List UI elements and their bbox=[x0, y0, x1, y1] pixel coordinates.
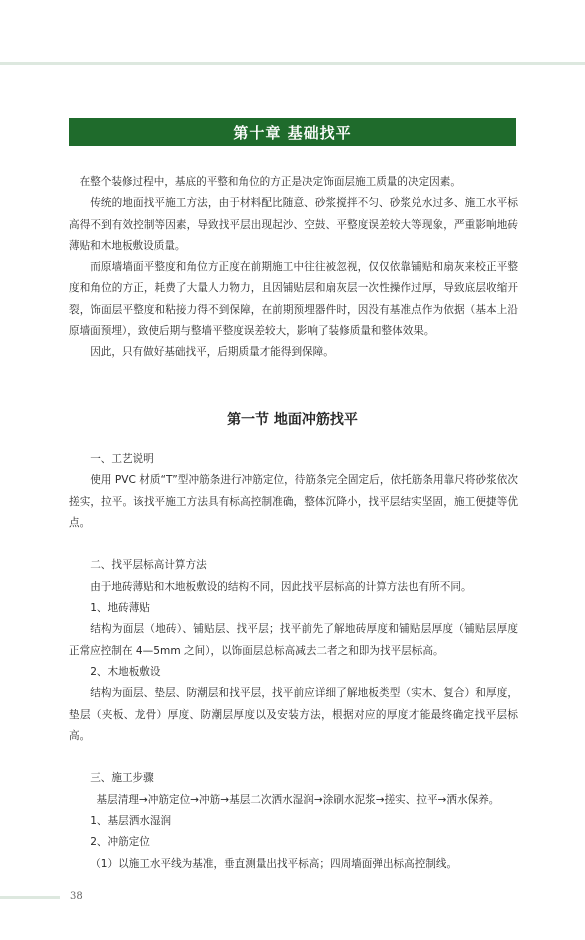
list-item-heading: 1、基层洒水湿润 bbox=[90, 815, 172, 828]
list-item-heading: 1、地砖薄贴 bbox=[90, 602, 150, 615]
subsection-heading: 二、找平层标高计算方法 bbox=[90, 559, 207, 572]
paragraph: 基层清理→冲筋定位→冲筋→基层二次洒水湿润→涂刷水泥浆→搓实、拉平→洒水保养。 bbox=[96, 793, 500, 806]
section-body bbox=[69, 449, 518, 875]
paragraph: 使用 PVC 材质“T”型冲筋条进行冲筋定位，待筋条完全固定后，依托筋条用靠尺将砂浆依次搓实，拉平。该找平施工方法具有标高控制准确，整体沉降小，找平层结实坚固，施工便捷等优点。 bbox=[69, 474, 518, 529]
intro-block bbox=[69, 172, 518, 364]
section-title: 第一节 地面冲筋找平 bbox=[227, 412, 358, 428]
footer-rule bbox=[0, 896, 60, 899]
paragraph: 由于地砖薄贴和木地板敷设的结构不同，因此找平层标高的计算方法也有所不同。 bbox=[90, 580, 472, 593]
chapter-title-banner bbox=[69, 118, 516, 146]
intro-paragraph: 在整个装修过程中，基底的平整和角位的方正是决定饰面层施工质量的决定因素。 bbox=[79, 176, 461, 188]
intro-paragraph: 而原墙墙面平整度和角位方正度在前期施工中往往被忽视，仅仅依靠铺贴和扇灰来校正平整度和角位的方正，耗费了大量人力物力，且因铺贴层和扇灰层一次性操作过厚，导致底层收缩开裂，饰面层平整度和粘接力得不到保障，在前期预埋器件时，因没有基准点作为依据（基本上沿原墙面预埋），致使后期与整墙平整度误差较大，影响了装修质量和整体效果。 bbox=[69, 261, 518, 338]
paragraph: 结构为面层（地砖）、铺贴层、找平层；找平前先了解地砖厚度和铺贴层厚度（铺贴层厚度正常应控制在 4—5mm 之间），以饰面层总标高减去二者之和即为找平层标高。 bbox=[69, 623, 518, 657]
list-item-heading: 2、冲筋定位 bbox=[90, 836, 150, 849]
header-rule bbox=[0, 62, 585, 65]
intro-paragraph: 传统的地面找平施工方法，由于材料配比随意、砂浆搅拌不匀、砂浆兑水过多、施工水平标高得不到有效控制等因素，导致找平层出现起沙、空鼓、平整度误差较大等现象，严重影响地砖薄贴和木地板敷设质量。 bbox=[69, 197, 518, 252]
list-item-heading: 2、木地板敷设 bbox=[90, 665, 161, 678]
subsection-heading: 三、施工步骤 bbox=[90, 772, 154, 785]
paragraph: 结构为面层、垫层、防潮层和找平层，找平前应详细了解地板类型（实木、复合）和厚度，垫层（夹板、龙骨）厚度、防潮层厚度以及安装方法，根据对应的厚度才能最终确定找平层标高。 bbox=[69, 687, 518, 742]
intro-paragraph: 因此，只有做好基础找平，后期质量才能得到保障。 bbox=[90, 346, 334, 359]
page-number: 38 bbox=[70, 891, 83, 902]
chapter-title: 第十章 基础找平 bbox=[233, 123, 352, 142]
subsection-heading: 一、工艺说明 bbox=[90, 453, 154, 465]
paragraph: （1）以施工水平线为基准，垂直测量出找平标高；四周墙面弹出标高控制线。 bbox=[90, 857, 458, 870]
